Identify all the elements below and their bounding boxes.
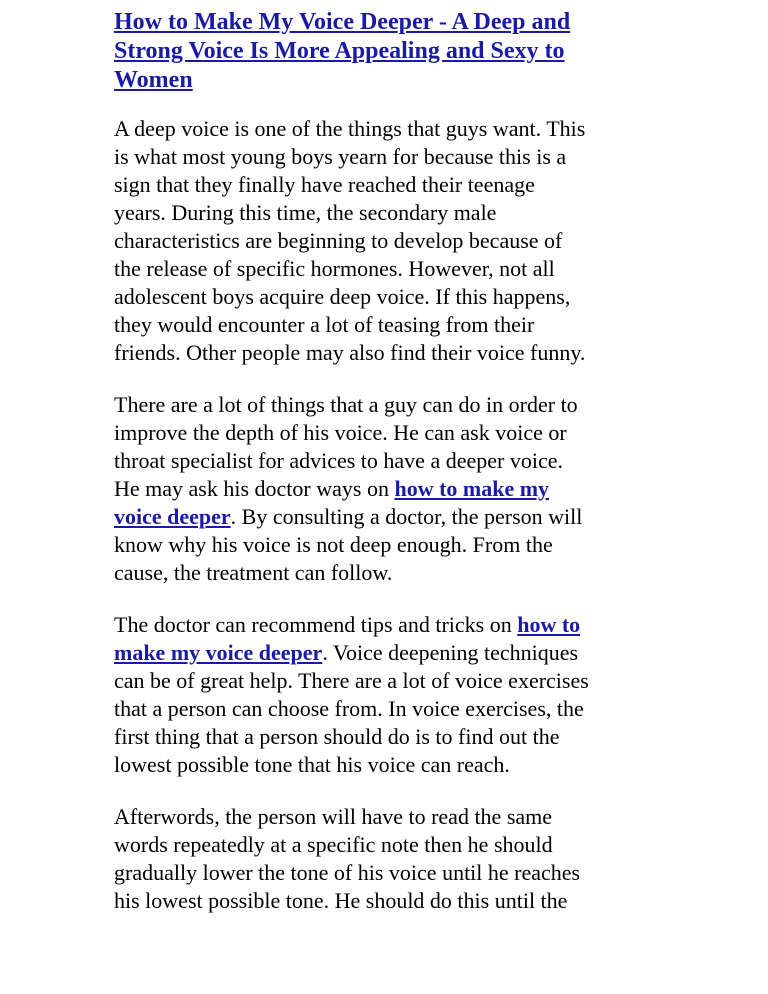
text-line: years. During this time, the secondary male (114, 200, 497, 225)
text-line (114, 611, 662, 639)
how-to-make-my-voice-deeper-link[interactable]: how to (517, 612, 581, 637)
paragraph-4 (114, 803, 662, 915)
how-to-make-my-voice-deeper-link[interactable]: make my voice deeper (114, 640, 323, 665)
paragraph-2 (114, 391, 662, 587)
text-line: the release of specific hormones. However, not all (114, 256, 555, 281)
text-line: Afterwords, the person will have to read the same (114, 804, 553, 829)
text-line (114, 475, 662, 503)
text-line (114, 639, 662, 667)
text-line: lowest possible tone that his voice can reach. (114, 752, 510, 777)
document-page (114, 8, 662, 939)
paragraph-3 (114, 611, 662, 779)
title-line: Women (114, 67, 193, 93)
text-line: throat specialist for advices to have a deeper voice. (114, 448, 563, 473)
text-line: gradually lower the tone of his voice until he reaches (114, 860, 581, 885)
text-segment: He may ask his doctor ways on (114, 476, 395, 501)
text-line: his lowest possible tone. He should do this until the (114, 888, 568, 913)
text-line: adolescent boys acquire deep voice. If this happens, (114, 284, 571, 309)
article-title-link[interactable] (114, 8, 662, 95)
text-line: can be of great help. There are a lot of voice exercises (114, 668, 589, 693)
text-segment: . Voice deepening techniques (322, 640, 579, 665)
text-segment: The doctor can recommend tips and tricks on (114, 612, 518, 637)
text-line: know why his voice is not deep enough. From the (114, 532, 553, 557)
text-line: they would encounter a lot of teasing from their (114, 312, 535, 337)
title-line: How to Make My Voice Deeper - A Deep and (114, 9, 571, 35)
how-to-make-my-voice-deeper-link[interactable]: how to make my (394, 476, 550, 501)
text-line: improve the depth of his voice. He can ask voice or (114, 420, 567, 445)
how-to-make-my-voice-deeper-link[interactable]: voice deeper (114, 504, 231, 529)
text-line (114, 503, 662, 531)
text-line: characteristics are beginning to develop because of (114, 228, 563, 253)
title-line: Strong Voice Is More Appealing and Sexy to (114, 38, 565, 64)
text-segment: . By consulting a doctor, the person will (230, 504, 583, 529)
text-line: friends. Other people may also find their voice funny. (114, 340, 586, 365)
text-line: There are a lot of things that a guy can do in order to (114, 392, 578, 417)
paragraph-1 (114, 115, 662, 367)
text-line: that a person can choose from. In voice exercises, the (114, 696, 584, 721)
text-line: is what most young boys yearn for because this is a (114, 144, 567, 169)
text-line: words repeatedly at a specific note then he should (114, 832, 553, 857)
text-line: first thing that a person should do is to find out the (114, 724, 560, 749)
text-line: cause, the treatment can follow. (114, 560, 393, 585)
text-line: sign that they finally have reached their teenage (114, 172, 535, 197)
text-line: A deep voice is one of the things that guys want. This (114, 116, 586, 141)
